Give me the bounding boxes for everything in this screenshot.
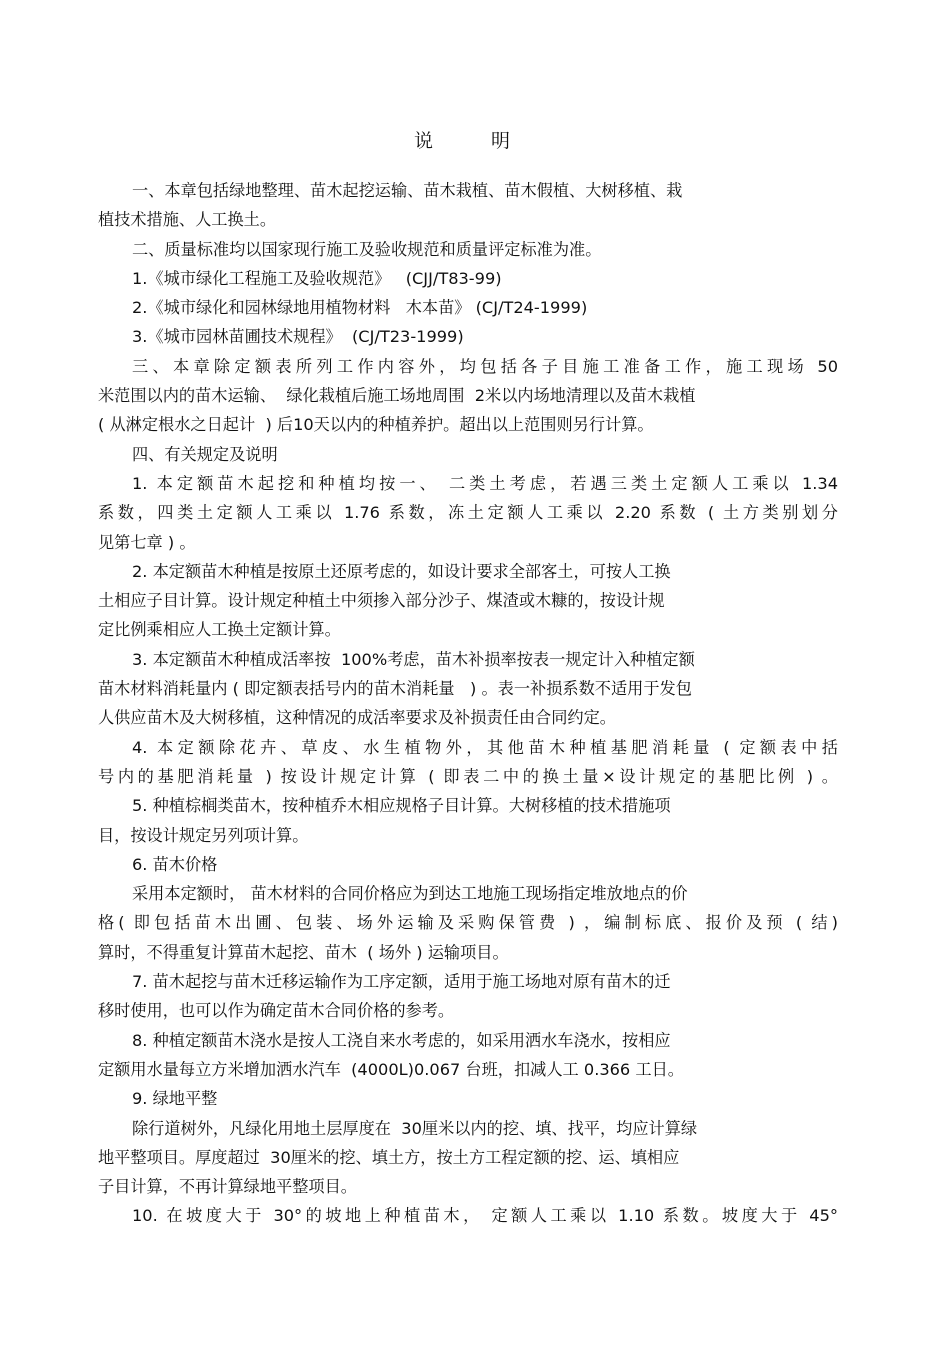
- text-line: 苗木材料消耗量内 ( 即定额表括号内的苗木消耗量 ) 。表一补损系数不适用于发包: [98, 679, 692, 699]
- text-line: 一、本章包括绿地整理、苗木起挖运输、苗木栽植、苗木假植、大树移植、栽: [132, 181, 683, 200]
- text-line: 除行道树外，凡绿化用地土层厚度在 30厘米以内的挖、填、找平，均应计算绿: [132, 1118, 698, 1138]
- text-line: 3. 本定额苗木种植成活率按 100%考虑，苗木补损率按表一规定计入种植定额: [132, 649, 695, 669]
- text-line: ( 从淋定根水之日起计 ) 后10天以内的种植养护。超出以上范围则另行计算。: [98, 415, 654, 435]
- text-line: 号内的基肥消耗量 ) 按设计规定计算 ( 即表二中的换土量×设计规定的基肥比例 ) 。: [98, 766, 838, 786]
- page-title-right: 明: [491, 130, 511, 152]
- text-line: 土相应子目计算。设计规定种植土中须掺入部分沙子、煤渣或木糠的，按设计规: [98, 591, 665, 611]
- text-line: 二、质量标准均以国家现行施工及验收规范和质量评定标准为准。: [132, 239, 602, 259]
- text-line: 米范围以内的苗木运输、 绿化栽植后施工场地周围 2米以内场地清理以及苗木栽植: [98, 386, 696, 406]
- text-line: 地平整项目。厚度超过 30厘米的挖、填土方，按土方工程定额的挖、运、填相应: [98, 1147, 680, 1167]
- text-line: 7. 苗木起挖与苗木迁移运输作为工序定额，适用于施工场地对原有苗木的迁: [132, 972, 671, 992]
- page-title-left: 说: [413, 130, 433, 152]
- text-line: 四、有关规定及说明: [132, 444, 278, 464]
- document-body: [98, 176, 838, 1231]
- text-line: 见第七章 ) 。: [98, 532, 196, 552]
- text-line: 2. 本定额苗木种植是按原土还原考虑的，如设计要求全部客土，可按人工换: [132, 561, 671, 581]
- page-title: [0, 128, 924, 154]
- text-line: 10. 在坡度大于 30°的坡地上种植苗木， 定额人工乘以 1.10 系数。坡度大于 45°: [132, 1206, 838, 1226]
- text-line: 移时使用，也可以作为确定苗木合同价格的参考。: [98, 1001, 455, 1021]
- text-line: 1. 本定额苗木起挖和种植均按一、 二类土考虑，若遇三类土定额人工乘以 1.34: [132, 473, 838, 493]
- text-line: 8. 种植定额苗木浇水是按人工浇自来水考虑的，如采用洒水车浇水，按相应: [132, 1030, 671, 1050]
- text-line: 5. 种植棕榈类苗木，按种植乔木相应规格子目计算。大树移植的技术措施项: [132, 796, 671, 816]
- text-line: 1.《城市绿化工程施工及验收规范》 (CJJ/T83-99): [132, 268, 502, 288]
- text-line: 2.《城市绿化和园林绿地用植物材料 木本苗》 (CJ/T24-1999): [132, 298, 588, 318]
- text-line: 9. 绿地平整: [132, 1089, 218, 1109]
- text-line: 算时，不得重复计算苗木起挖、苗木 ( 场外 ) 运输项目。: [98, 942, 509, 962]
- text-line: 三、本章除定额表所列工作内容外，均包括各子目施工准备工作，施工现场 50: [132, 356, 838, 376]
- text-line: 3.《城市园林苗圃技术规程》 (CJ/T23-1999): [132, 327, 464, 347]
- text-line: 定比例乘相应人工换土定额计算。: [98, 620, 341, 640]
- text-line: 6. 苗木价格: [132, 854, 218, 874]
- text-line: 定额用水量每立方米增加洒水汽车 (4000L)0.067 台班，扣减人工 0.366 工日。: [98, 1059, 684, 1079]
- text-line: 格( 即包括苗木出圃、包装、场外运输及采购保管费 ) ，编制标底、报价及预 ( 结): [98, 913, 838, 933]
- text-line: 目，按设计规定另列项计算。: [98, 825, 309, 845]
- text-line: 系数，四类土定额人工乘以 1.76 系数，冻土定额人工乘以 2.20 系数 ( 土方类别划分: [98, 503, 838, 523]
- text-line: 人供应苗木及大树移植，这种情况的成活率要求及补损责任由合同约定。: [98, 708, 616, 728]
- text-line: 4. 本定额除花卉、草皮、水生植物外，其他苗木种植基肥消耗量 ( 定额表中括: [132, 737, 838, 757]
- text-line: 采用本定额时， 苗木材料的合同价格应为到达工地施工现场指定堆放地点的价: [132, 884, 688, 904]
- text-line: 植技术措施、人工换土。: [98, 210, 277, 230]
- text-line: 子目计算，不再计算绿地平整项目。: [98, 1177, 357, 1197]
